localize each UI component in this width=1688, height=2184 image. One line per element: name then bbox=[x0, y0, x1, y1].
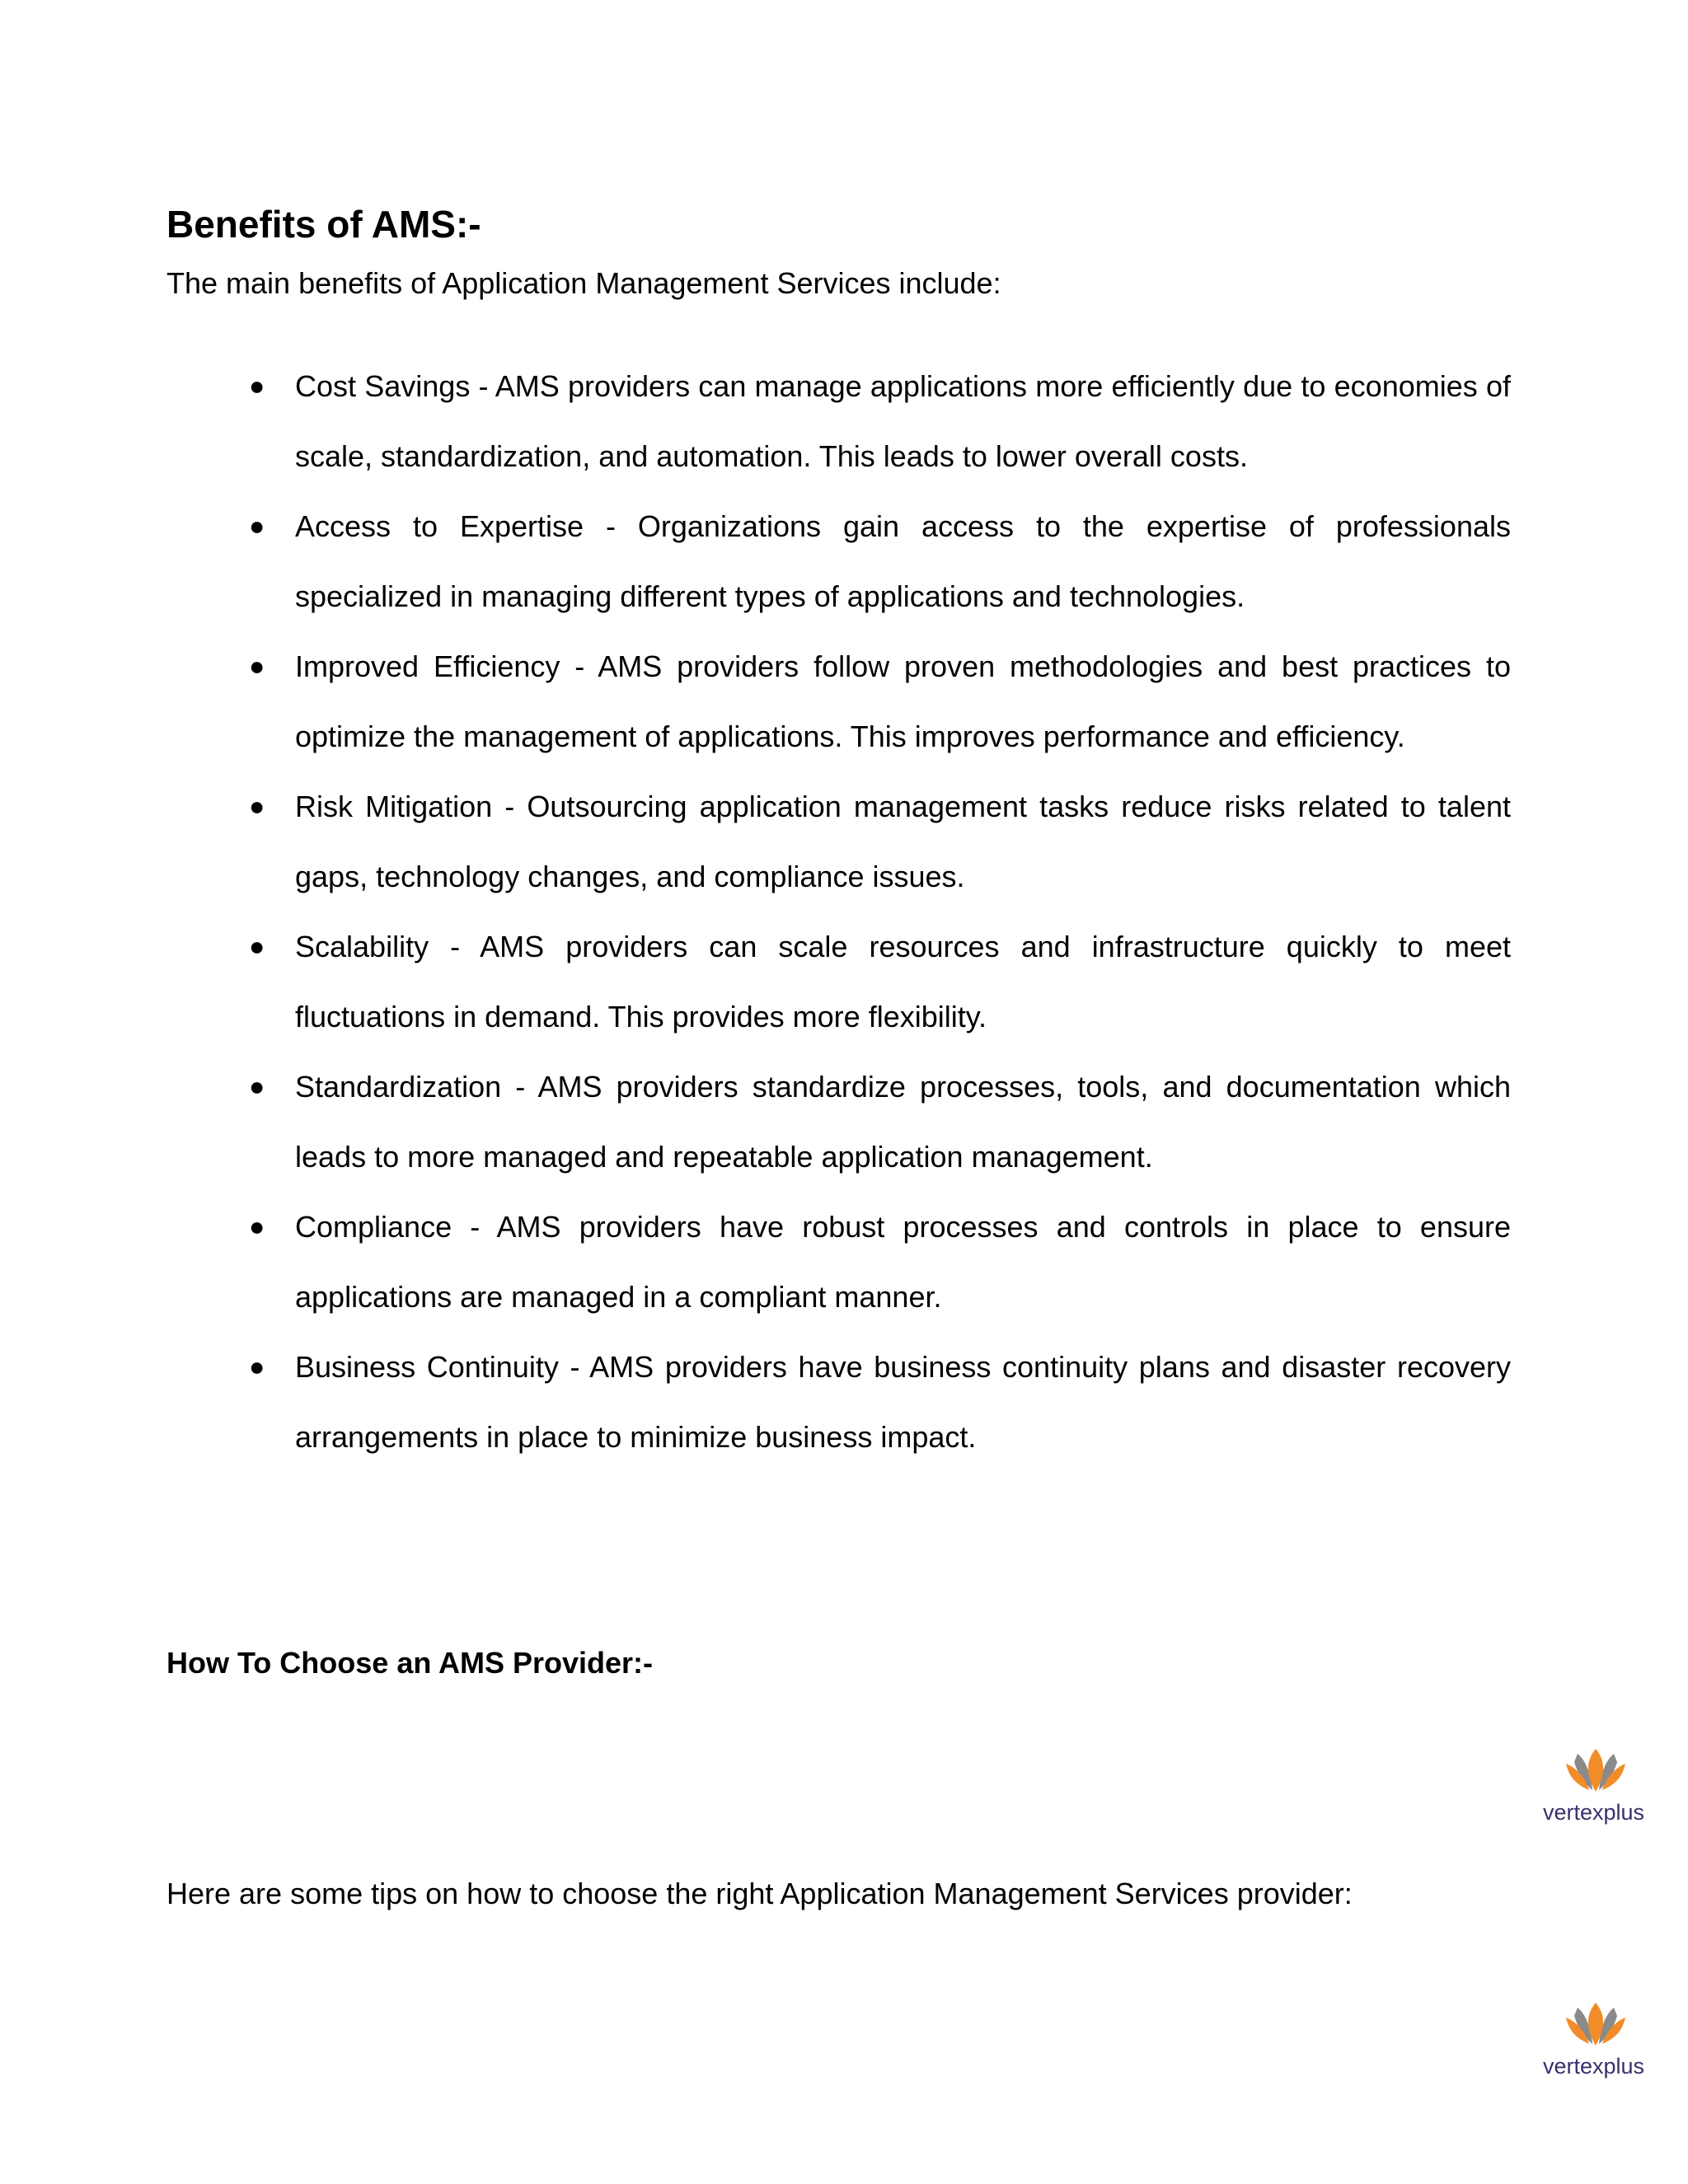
bullet-icon: ● bbox=[249, 1212, 265, 1241]
section-heading-benefits: Benefits of AMS:- bbox=[166, 203, 481, 246]
list-item-text: Standardization - AMS providers standardize processes, tools, and documentation which leads to more managed and repeatable application management. bbox=[295, 1070, 1511, 1174]
list-item bbox=[0, 1332, 1511, 1472]
list-item-text: Scalability - AMS providers can scale resources and infrastructure quickly to meet fluctuations in demand. This provides more flexibility. bbox=[295, 930, 1511, 1033]
bullet-icon: ● bbox=[249, 371, 265, 401]
bullet-icon: ● bbox=[249, 931, 265, 961]
vertexplus-logo-icon bbox=[1541, 2001, 1650, 2083]
bullet-icon: ● bbox=[249, 511, 265, 541]
section-heading-choose-provider: How To Choose an AMS Provider:- bbox=[166, 1646, 654, 1680]
list-item bbox=[0, 351, 1511, 491]
tips-intro-paragraph: Here are some tips on how to choose the right Application Management Services provider: bbox=[166, 1877, 1353, 1910]
bullet-icon: ● bbox=[249, 1352, 265, 1381]
list-item-text: Access to Expertise - Organizations gain access to the expertise of professionals specialized in managing different types of applications and technologies. bbox=[295, 509, 1511, 613]
bullet-icon: ● bbox=[249, 1071, 265, 1101]
vertexplus-logo-icon bbox=[1541, 1747, 1650, 1830]
list-item-text: Cost Savings - AMS providers can manage applications more efficiently due to economies of scale, standardization, and automation. This leads to lower overall costs. bbox=[295, 369, 1511, 473]
benefits-list bbox=[0, 351, 1688, 1472]
list-item bbox=[0, 912, 1511, 1052]
svg-text:vertexplus: vertexplus bbox=[1543, 1800, 1645, 1825]
bullet-icon: ● bbox=[249, 651, 265, 681]
list-item-text: Business Continuity - AMS providers have business continuity plans and disaster recovery arrangements in place to minimize business impact. bbox=[295, 1350, 1511, 1454]
list-item-text: Risk Mitigation - Outsourcing application management tasks reduce risks related to talent gaps, technology changes, and compliance issues. bbox=[295, 790, 1511, 893]
list-item bbox=[0, 491, 1511, 631]
list-item bbox=[0, 631, 1511, 771]
list-item bbox=[0, 771, 1511, 912]
vertexplus-logo bbox=[1541, 2001, 1650, 2083]
list-item bbox=[0, 1052, 1511, 1192]
bullet-icon: ● bbox=[249, 791, 265, 821]
intro-paragraph: The main benefits of Application Management Services include: bbox=[166, 266, 1001, 300]
svg-text:vertexplus: vertexplus bbox=[1543, 2054, 1645, 2079]
list-item bbox=[0, 1192, 1511, 1332]
list-item-text: Compliance - AMS providers have robust processes and controls in place to ensure applications are managed in a compliant manner. bbox=[295, 1210, 1511, 1314]
vertexplus-logo bbox=[1541, 1747, 1650, 1830]
list-item-text: Improved Efficiency - AMS providers follow proven methodologies and best practices to optimize the management of applications. This improves performance and efficiency. bbox=[295, 649, 1511, 753]
